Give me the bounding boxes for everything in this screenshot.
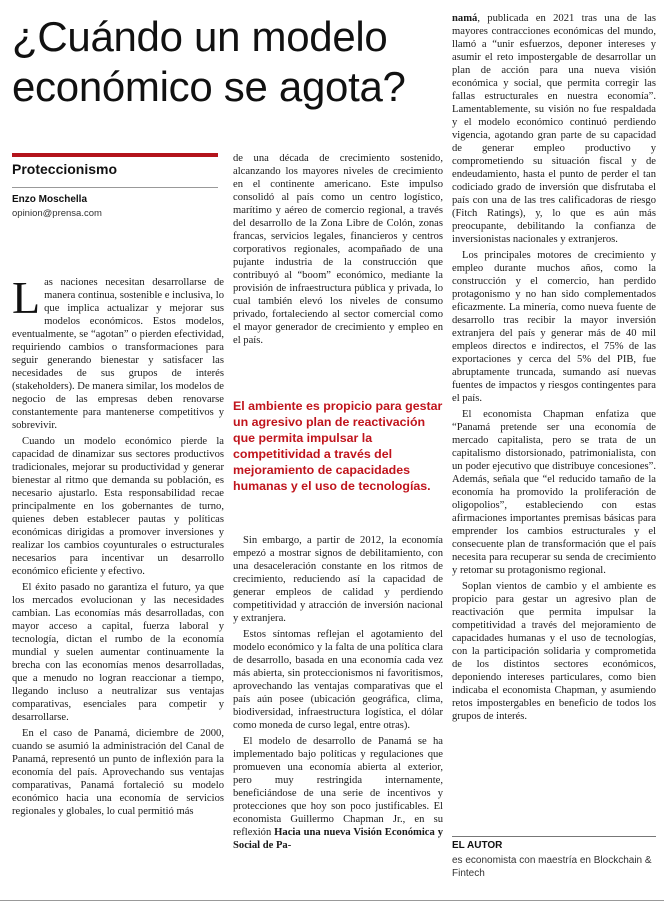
paragraph: El economista Chapman enfatiza que “Panamá pretende ser una economía de mercado capitalista, pero se trata de un capitalismo distorsionado, patrimonialista, con un poder ejecutivo que distribuye concesiones”. Además, señala que “el reducido tamaño de la economía ha promovido la proliferación de oligopolios”, estableciendo con estas afirmaciones importantes premisas básicas para emprender los cambios estructurales y el consecuente plan de transformación que el país necesita para recuperar su senda de crecimiento y retomar su protagonismo regional.	[452, 409, 656, 576]
paragraph: Sin embargo, a partir de 2012, la economía empezó a mostrar signos de debilitamiento, con una desaceleración constante en los ritmos de crecimiento, reduciendo así la capacidad de generar empleos de calidad y perdiendo competitividad y atracción de inversión nacional y extranjera.	[233, 535, 443, 624]
author-box-divider	[452, 836, 656, 837]
column-2-bottom	[233, 534, 443, 855]
author-box-label: EL AUTOR	[452, 840, 503, 851]
book-title: Hacia una nueva Visión Económica y Social de Pa-	[233, 827, 443, 851]
paragraph: de una década de crecimiento sostenido, alcanzando los mayores niveles de crecimiento en el continente americano. Este impulso consolidó al país como un centro logístico, marítimo y aéreo de comercio regional, a través del desarrollo de la Zona Libre de Colón, zonas francas, servicios legales, financieros y centros corporativos regionales, acompañado de una pujante industria de la construcción que contribuyó al “boom” económico, mediante la provisión de infraestructura pública y privada, lo cual también elevó los niveles de consumo privado, fortaleciendo al sector comercial como el mayor generador de crecimiento y empleo en el país.	[233, 153, 443, 346]
paragraph-text: as naciones necesitan desarrollarse de manera continua, sostenible e inclusiva, lo que implica actualizar y mejorar sus modelos económicos. Estos modelos, eventualmente, se “agotan” o pierden efectividad, requiriendo cambios o transformaciones para seguir generando bienestar y satisfacer las necesidades de sus grupos de interés (stakeholders). De manera similar, los modelos de negocio de las empresas deben renovarse constantemente para mantenerse competitivos y sobrevivir.	[12, 277, 224, 431]
paragraph: Soplan vientos de cambio y el ambiente es propicio para gestar un agresivo plan de reactivación que permita impulsar la competitividad a través del mejoramiento de capacidades humanas y el uso de tecnologías, con la participación solidaria y comprometida de los distintos sectores económicos, deponiendo intereses particulares, como bien indicaba el economista Chapman, y asumiendo retos impostergables en beneficio de todos los grupos de interés.	[452, 581, 656, 722]
section-label: Proteccionismo	[12, 161, 118, 177]
column-3	[452, 12, 656, 726]
section-rule	[12, 153, 218, 157]
paragraph-text: , publicada en 2021 tras una de las mayores contracciones económicas del mundo, llamó a “unir esfuerzos, deponer intereses y asumir el reto impostergable de desarrollar un plan de acción para una nueva visión económica y social, que permita corregir las fallas estructurales en nuestra economía”. Lamentablemente, su visión no fue respaldada y el modelo económico continuó perdiendo vigencia, agotando gran parte de su capacidad de generar empleo productivo y comprometiendo su situación fiscal y de endeudamiento, hasta el punto de perder el tan codiciado grado de inversión que disfrutaba el país con una de las tres calificadoras de riesgo (Fitch Ratings), y, lo que es aún más preocupante, debilitando la confianza de inversionistas nacionales y extranjeros.	[452, 13, 656, 245]
drop-cap: L	[12, 272, 41, 323]
paragraph: Estos síntomas reflejan el agotamiento del modelo económico y la falta de una política clara de desarrollo, basada en una economía cada vez más abierta, sin proteccionismos ni favoritismos, aprovechando las ventajas comparativas que el país aún posee (ubicación geográfica, clima, biodiversidad, infraestructura logística, el dólar como moneda de curso legal, entre otras).	[233, 629, 443, 731]
author-box-bio: es economista con maestría en Blockchain & Fintech	[452, 855, 652, 879]
paragraph: El éxito pasado no garantiza el futuro, ya que los mercados evolucionan y las necesidades cambian. Las economías más desarrolladas, con mayor acceso a capital, fuerza laboral y tecnología, dictan el rumbo de la economía mundial y suelen aumentar continuamente la brecha con las economías menos desarrolladas, que a menudo no logran reaccionar a tiempo, llegando incluso a neutralizar sus ventajas comparativas, esenciales para competir y desarrollarse.	[12, 582, 224, 723]
author-name: Enzo Moschella	[12, 194, 88, 205]
column-1	[12, 272, 224, 821]
book-title-end: namá	[452, 13, 478, 24]
paragraph: Cuando un modelo económico pierde la capacidad de dinamizar sus sectores productivos tradicionales, mejorar su productividad y generar bienestar al ritmo que demanda su población, es necesario ajustarlo. Esta responsabilidad recae principalmente en los gobernantes de turno, quienes deben establecer pautas y políticas económicas dirigidas a promover inversiones y realizar los cambios coyunturales o estructurales necesarios para incentivar un desarrollo económico eficiente y efectivo.	[12, 436, 224, 577]
paragraph	[12, 272, 224, 432]
page-bottom-rule	[0, 900, 664, 901]
paragraph	[452, 12, 656, 246]
paragraph-text: El modelo de desarrollo de Panamá se ha implementado bajo políticas y regulaciones que promueven una economía abierta al exterior, pero muy restringida internamente, beneficiándose de una serie de incentivos y protecciones que hoy son poco justificables. El economista Guillermo Chapman Jr., en su reflexión	[233, 736, 443, 838]
author-email: opinion@prensa.com	[12, 208, 102, 219]
column-2-top	[233, 152, 443, 350]
byline-divider	[12, 187, 218, 188]
paragraph	[233, 735, 443, 852]
headline: ¿Cuándo un modelo económico se agota?	[12, 13, 406, 110]
paragraph: En el caso de Panamá, diciembre de 2000, cuando se asumió la administración del Canal de Panamá, representó un punto de inflexión para la economía del país. Aprovechando sus ventajas comparativas, Panamá fortaleció su modelo económico hacia una economía de servicios regionales y globales, lo cual permitió más	[12, 728, 224, 817]
pull-quote: El ambiente es propicio para gestar un agresivo plan de reactivación que permita impulsar la competitividad a través del mejoramiento de capacidades humanas y el uso de tecnologías.	[233, 399, 443, 493]
paragraph: Los principales motores de crecimiento y empleo durante muchos años, como la construcción y el comercio, han perdido protagonismo y no han sido complementados eficazmente. La minería, como nueva fuente de desarrollo tras recibir la mayor inversión extranjera del país y generar más de 40 mil empleos directos e indirectos, el 75% de las exportaciones y cerca del 5% del PIB, fue abruptamente truncada, sumando así nuevas fuentes de impactos y riesgos contingentes para el país.	[452, 250, 656, 404]
